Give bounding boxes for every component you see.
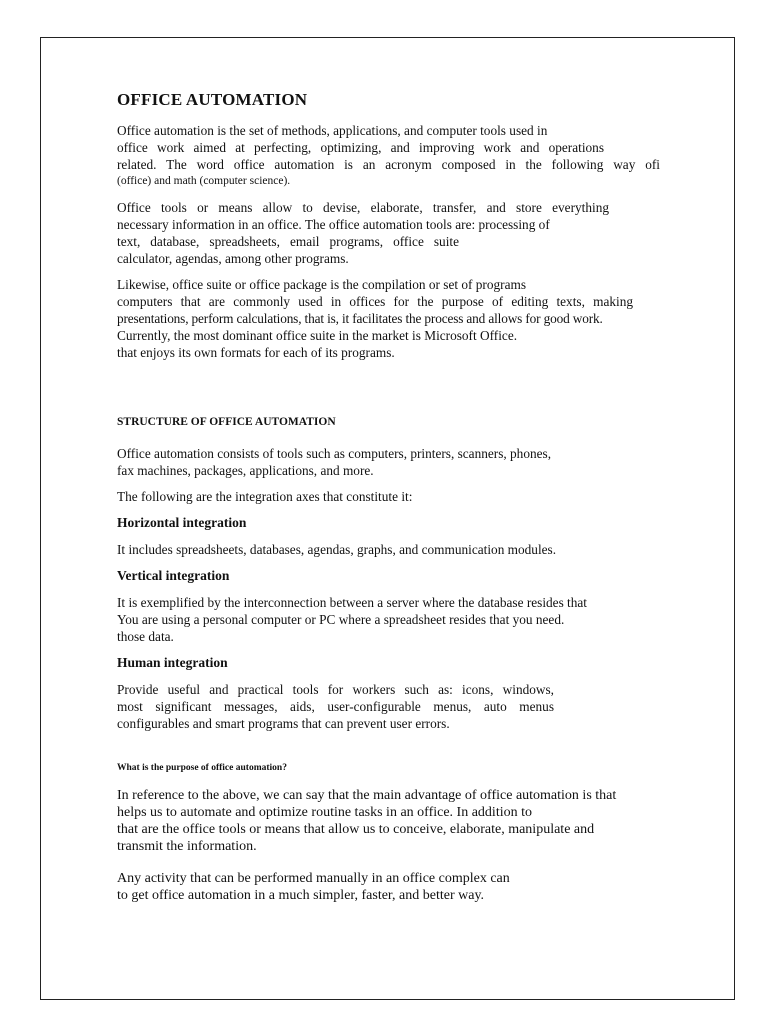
purpose-paragraph-2 [117,870,660,904]
text-line: necessary information in an office. The office automation tools are: processing of [117,217,550,232]
horizontal-integration-text [117,541,660,558]
text-line: Office automation consists of tools such as computers, printers, scanners, phones, [117,446,552,461]
purpose-paragraph-1 [117,787,660,855]
text-line: Any activity that can be performed manually in an office complex can [117,871,510,886]
axes-intro [117,488,660,505]
horizontal-integration-heading: Horizontal integration [117,515,247,530]
text-line: Provide useful and practical tools for workers such as: icons, windows, [117,682,554,697]
structure-paragraph [117,445,660,479]
vertical-integration-heading: Vertical integration [117,568,230,583]
text-line: In reference to the above, we can say that the main advantage of office automation is that [117,788,617,803]
structure-heading: STRUCTURE OF OFFICE AUTOMATION [117,416,336,428]
suite-paragraph [117,276,660,361]
text-line: It is exemplified by the interconnection between a server where the database resides that [117,595,588,610]
text-line: presentations, perform calculations, that is, it facilitates the process and allows for good work. [117,311,603,326]
purpose-heading: What is the purpose of office automation? [117,763,287,773]
text-line: most significant messages, aids, user-configurable menus, auto menus [117,699,554,714]
text-line: You are using a personal computer or PC where a spreadsheet resides that you need. [117,612,565,627]
intro-paragraph [117,122,660,190]
text-line: text, database, spreadsheets, email programs, office suite [117,234,459,249]
text-line: office work aimed at perfecting, optimizing, and improving work and operations [117,140,604,155]
text-line: helps us to automate and optimize routine tasks in an office. In addition to [117,805,532,820]
tools-paragraph [117,199,660,267]
text-line: fax machines, packages, applications, and more. [117,463,374,478]
document-title: OFFICE AUTOMATION [117,90,308,109]
text-line: (office) and math (computer science). [117,175,291,187]
human-integration-heading: Human integration [117,655,228,670]
human-integration-text [117,681,660,732]
text-line: transmit the information. [117,839,257,854]
text-line: that enjoys its own formats for each of its programs. [117,345,395,360]
text-line: to get office automation in a much simpler, faster, and better way. [117,888,485,903]
text-line: Office automation is the set of methods, applications, and computer tools used in [117,123,548,138]
text-line: Likewise, office suite or office package is the compilation or set of programs [117,277,526,292]
text-line: computers that are commonly used in offices for the purpose of editing texts, making [117,294,633,309]
text-line: configurables and smart programs that can prevent user errors. [117,716,450,731]
text-line: Currently, the most dominant office suite in the market is Microsoft Office. [117,328,518,343]
text-line: those data. [117,629,174,644]
text-line: It includes spreadsheets, databases, agendas, graphs, and communication modules. [117,542,557,557]
text-line: that are the office tools or means that allow us to conceive, elaborate, manipulate and [117,822,595,837]
vertical-integration-text [117,594,660,645]
text-line: calculator, agendas, among other programs. [117,251,349,266]
text-line: The following are the integration axes that constitute it: [117,489,413,504]
text-line: Office tools or means allow to devise, elaborate, transfer, and store everything [117,200,609,215]
text-line: related. The word office automation is an acronym composed in the following way ofi [117,157,660,172]
document-body [117,90,660,919]
